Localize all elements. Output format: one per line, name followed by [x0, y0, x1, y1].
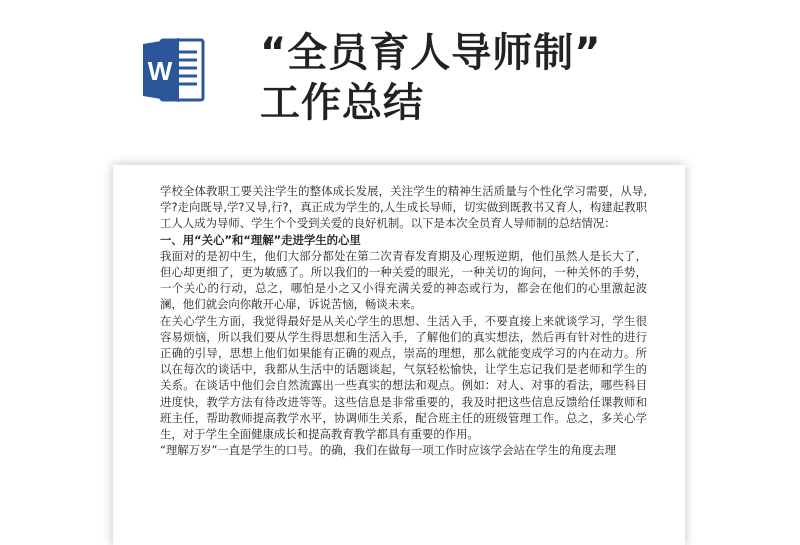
- header: [0, 0, 800, 150]
- page-title: [260, 28, 602, 128]
- intro-paragraph: 学校全体教职工要关注学生的整体成长发展，关注学生的精神生活质量与个性化学习需要，从导,学?走向既导,学?又导,行?，真正成为学生的,人生成长导师，切实做到既教书又育人，构建起教职工人人成为导师、学生个个受到关爱的良好机制。以下是本次全员育人导师制的总结情况：: [160, 184, 647, 231]
- title-line-2: 工作总结: [260, 80, 424, 126]
- paragraph: 在关心学生方面，我觉得最好是从关心学生的思想、生活入手，不要直接上来就谈学习，学生很容易烦恼，所以我们要从学生得思想和生活入手，了解他们的真实想法，然后再有针对性的进行正确的引导，思想上他们如果能有正确的观点，崇高的理想，那么就能变成学习的内在动力。所以在每次的谈话中，我都从生活中的话题谈起，气氛轻松愉快，让学生忘记我们是老师和学生的关系。在谈话中他们会自然流露出一些真实的想法和观点。例如：对人、对事的看法，哪些科目进度快，教学方法有待改进等等。这些信息是非常重要的，我及时把这些信息反馈给任课教师和班主任，帮助教师提高教学水平，协调师生关系，配合班主任的班级管理工作。总之，多关心学生，对于学生全面健康成长和提高教育教学都具有重要的作用。: [160, 313, 647, 442]
- section-heading: 一、用“关心”和“理解”走进学生的心里: [160, 232, 361, 247]
- word-icon: [143, 36, 205, 104]
- paragraph: 我面对的是初中生，他们大部分都处在第二次青春发育期及心理叛逆期，他们虽然人是长大了，但心却更细了，更为敏感了。所以我们的一种关爱的眼光，一种关切的询问，一种关怀的手势，一个关心的行动，总之，哪怕是小之又小得充满关爱的神态或行为，都会在他们的心里激起波澜，他们就会向你敞开心扉，诉说苦恼，畅谈未来。: [160, 248, 647, 312]
- svg-text:W: W: [147, 56, 173, 86]
- document-page: [113, 165, 685, 545]
- title-line-1: “全员育人导师制”: [260, 30, 602, 76]
- paragraph: “理解万岁”一直是学生的口号。的确，我们在做每一项工作时应该学会站在学生的角度去理: [160, 443, 617, 458]
- document-body: [160, 183, 647, 458]
